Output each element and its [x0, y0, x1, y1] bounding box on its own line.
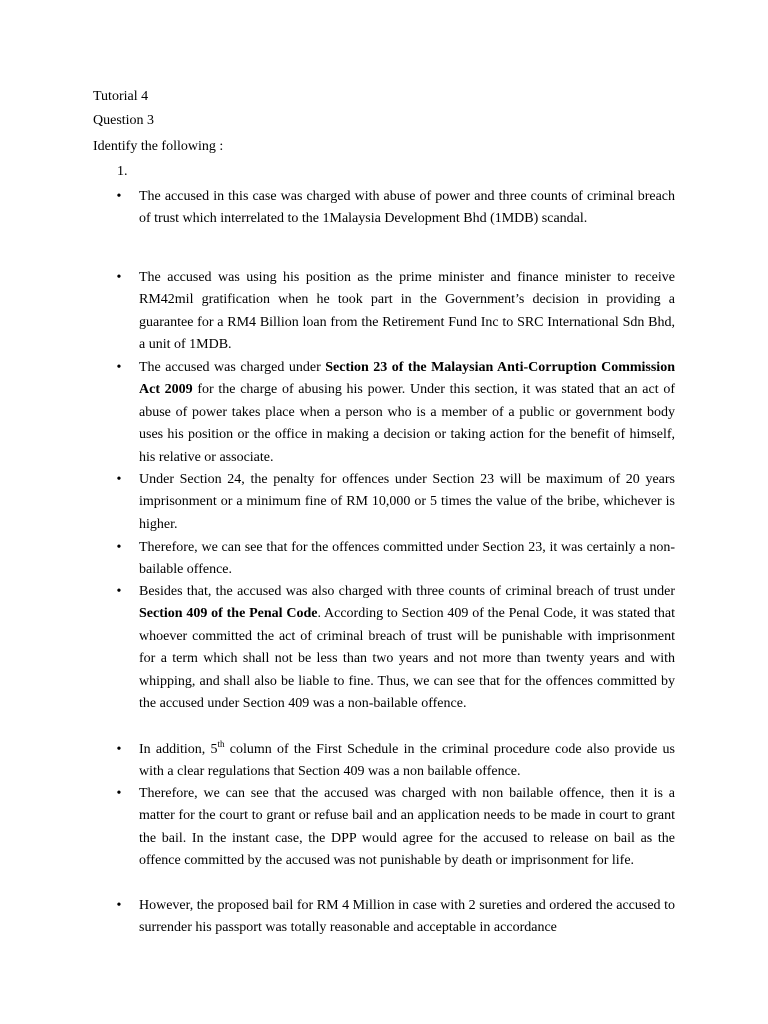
bullet-dot-icon: •	[116, 742, 122, 757]
bullet-text: However, the proposed bail for RM 4 Million in case with 2 sureties and ordered the accused to surrender his passport was totally reasonable and acceptable in accordance	[139, 898, 675, 936]
bullet-dot-icon: •	[116, 270, 122, 285]
bullet-text: The accused was using his position as the prime minister and finance minister to receive RM42mil gratification when he took part in the Government’s decision in providing a guarantee for a RM4 Billion loan from the Retirement Fund Inc to SRC International Sdn Bhd, a unit of 1MDB.	[139, 270, 675, 353]
bullet-text-post: . According to Section 409 of the Penal Code, it was stated that whoever committed the act of criminal breach of trust will be punishable with imprisonment for a term which shall not be less than two years and not more than twenty years and with whipping, and shall also be liable to fine. Thus, we can see that for the offences committed by the accused under Section 409 was a non-bailable offence.	[139, 606, 675, 712]
bullet-item	[113, 895, 675, 940]
bullet-text: The accused in this case was charged with abuse of power and three counts of criminal breach of trust which interrelated to the 1Malaysia Development Bhd (1MDB) scandal.	[139, 189, 675, 227]
bullet-text	[139, 357, 675, 469]
bullet-text: Therefore, we can see that for the offences committed under Section 23, it was certainly a non-bailable offence.	[139, 540, 675, 578]
bullet-dot-icon: •	[116, 360, 122, 375]
statute-reference: Section 409 of the Penal Code	[139, 606, 318, 622]
bullet-text: Therefore, we can see that the accused was charged with non bailable offence, then it is a matter for the court to grant or refuse bail and an application needs to be made in court to grant the bail. In the instant case, the DPP would agree for the accused to release on bail as the offence committed by the accused was not punishable by death or imprisonment for life.	[139, 786, 675, 869]
bullet-dot-icon: •	[116, 540, 122, 555]
statute-reference: Section 23 of the Malaysian Anti-Corruption Commission Act 2009	[139, 360, 675, 398]
bullet-text-pre: Besides that, the accused was also charged with three counts of criminal breach of trust under	[139, 584, 675, 599]
bullet-text-pre: In addition, 5	[139, 742, 218, 757]
tutorial-title: Tutorial 4	[93, 89, 149, 104]
bullet-dot-icon: •	[116, 786, 122, 801]
bullet-dot-icon: •	[116, 189, 122, 204]
bullet-dot-icon: •	[116, 584, 122, 599]
bullet-item	[113, 267, 675, 357]
bullet-text	[139, 581, 675, 715]
bullet-dot-icon: •	[116, 472, 122, 487]
bullet-text-post: for the charge of abusing his power. Under this section, it was stated that an act of abuse of power takes place when a person who is a member of a public or government body uses his position or the office in making a decision or taking action for the benefit of himself, his relative or associate.	[139, 382, 675, 465]
instruction-text: Identify the following :	[93, 139, 224, 154]
bullet-item	[113, 186, 675, 231]
bullet-item	[113, 783, 675, 873]
bullet-item	[113, 357, 675, 469]
bullet-item	[113, 581, 675, 715]
bullet-item	[113, 469, 675, 536]
question-title: Question 3	[93, 113, 155, 128]
bullet-text	[139, 739, 675, 784]
bullet-text: Under Section 24, the penalty for offences under Section 23 will be maximum of 20 years imprisonment or a minimum fine of RM 10,000 or 5 times the value of the bribe, whichever is higher.	[139, 472, 675, 532]
bullet-dot-icon: •	[116, 898, 122, 913]
bullet-item	[113, 537, 675, 582]
ordinal-suffix: th	[217, 739, 225, 749]
bullet-text-post: column of the First Schedule in the criminal procedure code also provide us with a clear regulations that Section 409 was a non bailable offence.	[139, 742, 675, 780]
bullet-item	[113, 739, 675, 784]
item-number: 1.	[117, 164, 128, 179]
bullet-text-pre: The accused was charged under	[139, 360, 326, 375]
